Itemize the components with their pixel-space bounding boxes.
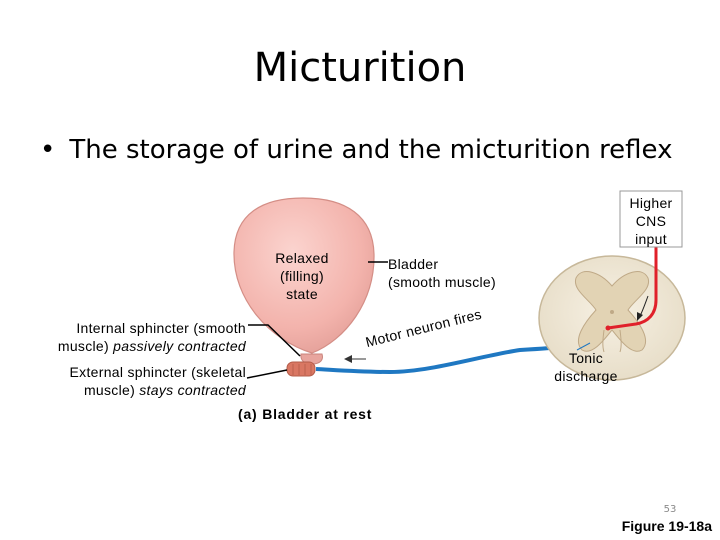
bladder-line-2: (smooth muscle) <box>388 274 496 290</box>
higher-cns-line-1: Higher <box>629 195 673 211</box>
slide-title: Micturition <box>253 45 467 91</box>
external-sphincter-plain: muscle) <box>83 382 140 398</box>
bladder-line-1: Bladder <box>388 256 439 272</box>
relaxed-line-2: (filling) <box>280 268 324 284</box>
figure-caption: (a) Bladder at rest <box>238 406 373 422</box>
external-sphincter-line-1: External sphincter (skeletal <box>69 364 246 380</box>
external-sphincter-leader <box>247 370 287 378</box>
internal-sphincter-label <box>20 319 246 355</box>
relaxed-state-label <box>266 249 338 303</box>
external-sphincter-italic: stays contracted <box>139 382 246 398</box>
relaxed-line-1: Relaxed <box>275 250 329 266</box>
relaxed-line-3: state <box>286 286 318 302</box>
higher-cns-line-3: input <box>635 231 667 247</box>
external-sphincter-label <box>20 363 246 399</box>
internal-sphincter-line-1: Internal sphincter (smooth <box>76 320 246 336</box>
bullet-mark: • <box>40 135 56 165</box>
tonic-line-2: discharge <box>554 368 618 384</box>
internal-sphincter-line-2 <box>20 337 246 355</box>
internal-sphincter-plain: muscle) <box>57 338 114 354</box>
tonic-discharge-label <box>548 349 624 385</box>
internal-sphincter-italic: passively contracted <box>113 338 246 354</box>
figure-label: Figure 19-18a <box>621 518 712 534</box>
motor-neuron-fires-label: Motor neuron fires <box>363 305 484 351</box>
higher-cns-input-label <box>624 194 678 248</box>
bullet-text: The storage of urine and the micturition reflex <box>69 135 673 165</box>
bladder-label <box>388 255 518 291</box>
slide-number: 53 <box>663 504 677 515</box>
tonic-line-1: Tonic <box>568 350 604 366</box>
external-sphincter-line-2 <box>20 381 246 399</box>
higher-cns-line-2: CNS <box>635 213 667 229</box>
